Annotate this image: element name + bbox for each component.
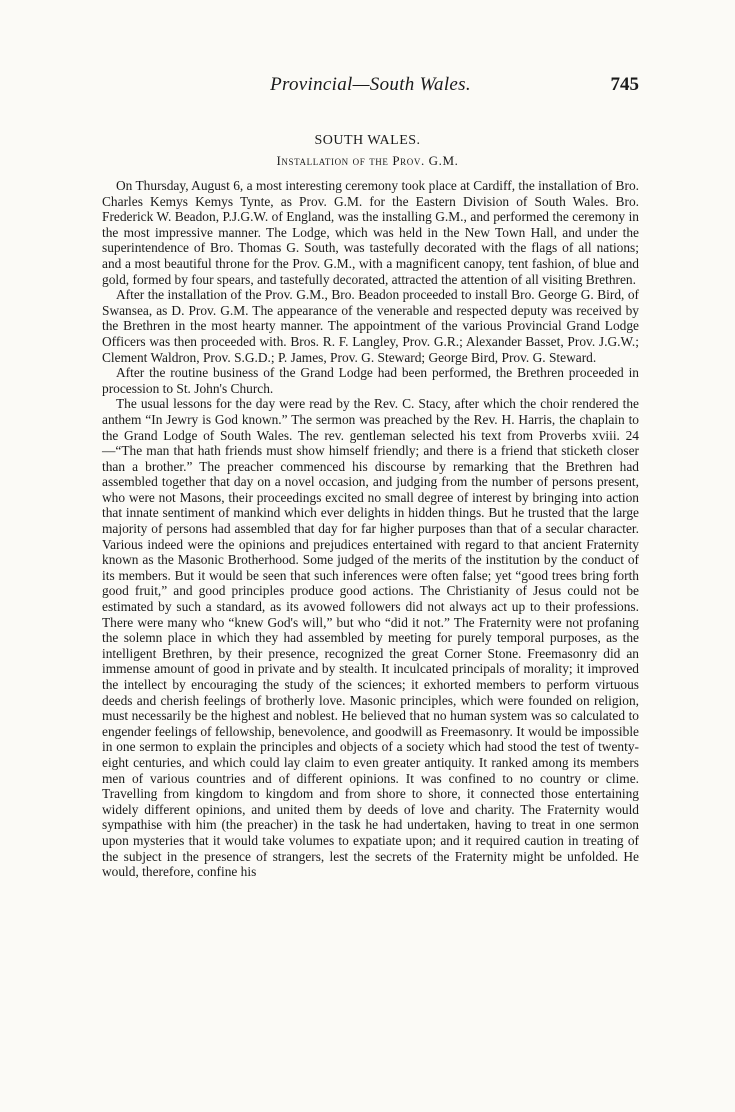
paragraph: After the installation of the Prov. G.M., Bro. Beadon proceeded to install Bro. George G. Bird, of Swansea, as D. Prov. G.M. The appearance of the venerable and respected deputy was received by the Brethren in the most hearty manner. The appointment of the various Provincial Grand Lodge Officers was then proceeded with. Bros. R. F. Langley, Prov. G.R.; Alexander Basset, Prov. J.G.W.; Clement Waldron, Prov. S.G.D.; P. James, Prov. G. Steward; George Bird, Prov. G. Steward. bbox=[102, 287, 639, 365]
section-title: SOUTH WALES. bbox=[314, 133, 421, 148]
paragraph: On Thursday, August 6, a most interesting ceremony took place at Cardiff, the installation of Bro. Charles Kemys Kemys Tynte, as Prov. G.M. for the Eastern Division of South Wales. Bro. Frederick W. Beadon, P.J.G.W. of England, was the installing G.M., and performed the ceremony in the most impressive manner. The Lodge, which was held in the New Town Hall, and under the superintendence of Bro. Thomas G. South, was tastefully decorated with the flags of all nations; and a most beautiful throne for the Prov. G.M., with a magnificent canopy, tent fashion, of blue and gold, formed by four spears, and tastefully decorated, attracted the attention of all visiting Brethren. bbox=[102, 178, 639, 287]
running-title: Provincial—South Wales. bbox=[270, 74, 471, 95]
paragraph: The usual lessons for the day were read by the Rev. C. Stacy, after which the choir rendered the anthem “In Jewry is God known.” The sermon was preached by the Rev. H. Harris, the chaplain to the Grand Lodge of South Wales. The rev. gentleman selected his text from Proverbs xviii. 24—“The man that hath friends must show himself friendly; and there is a friend that sticketh closer than a brother.” The preacher commenced his discourse by remarking that the Brethren had assembled together that day on a novel occasion, and judging from the number of persons present, who were not Masons, their proceedings excited no small degree of interest by bringing into action that innate sentiment of mankind which ever delights in hidden things. But he trusted that the large majority of persons had assembled that day for far higher purposes than that of a secular character. Various indeed were the opinions and prejudices entertained with regard to that ancient Fraternity known as the Masonic Brotherhood. Some judged of the merits of the institution by the conduct of its members. But it would be seen that such inferences were often false; yet “good trees bring forth good fruit,” and good principles produce good actions. The Christianity of Jesus could not be estimated by such a standard, as its avowed followers did not always act up to their professions. There were many who “knew God's will,” but who “did it not.” The Fraternity were not profaning the solemn place in which they had assembled by meeting for purely temporal purposes, as the intelligent Brethren, by their presence, recognized the great Corner Stone. Freemasonry did an immense amount of good in private and by stealth. It inculcated principals of morality; it improved the intellect by encouraging the study of the sciences; it exhorted members to perform virtuous deeds and cherish feelings of brotherly love. Masonic principles, which were founded on religion, must necessarily be the highest and noblest. He believed that no human system was so calculated to engender feelings of fellowship, benevolence, and goodwill as Freemasonry. It would be impossible in one sermon to explain the principles and objects of a society which had stood the test of twenty-eight centuries, and which could lay claim to even greater antiquity. It ranked among its members men of various countries and of different opinions. It was confined to no country or clime. Travelling from kingdom to kingdom and from shore to shore, it connected those entertaining widely different opinions, and united them by deeds of love and charity. The Fraternity would sympathise with him (the preacher) in the task he had undertaken, having to treat in one sermon upon mysteries that it would take volumes to expatiate upon; and it required caution in treating of the subject in the presence of strangers, lest the secrets of the Fraternity might be unfolded. He would, therefore, confine his bbox=[102, 396, 639, 880]
paragraph: After the routine business of the Grand Lodge had been performed, the Brethren proceeded in procession to St. John's Church. bbox=[102, 365, 639, 396]
page-number: 745 bbox=[610, 74, 639, 95]
section-subtitle: Installation of the Prov. G.M. bbox=[276, 153, 459, 168]
article-body bbox=[102, 178, 639, 880]
running-head bbox=[102, 74, 639, 104]
